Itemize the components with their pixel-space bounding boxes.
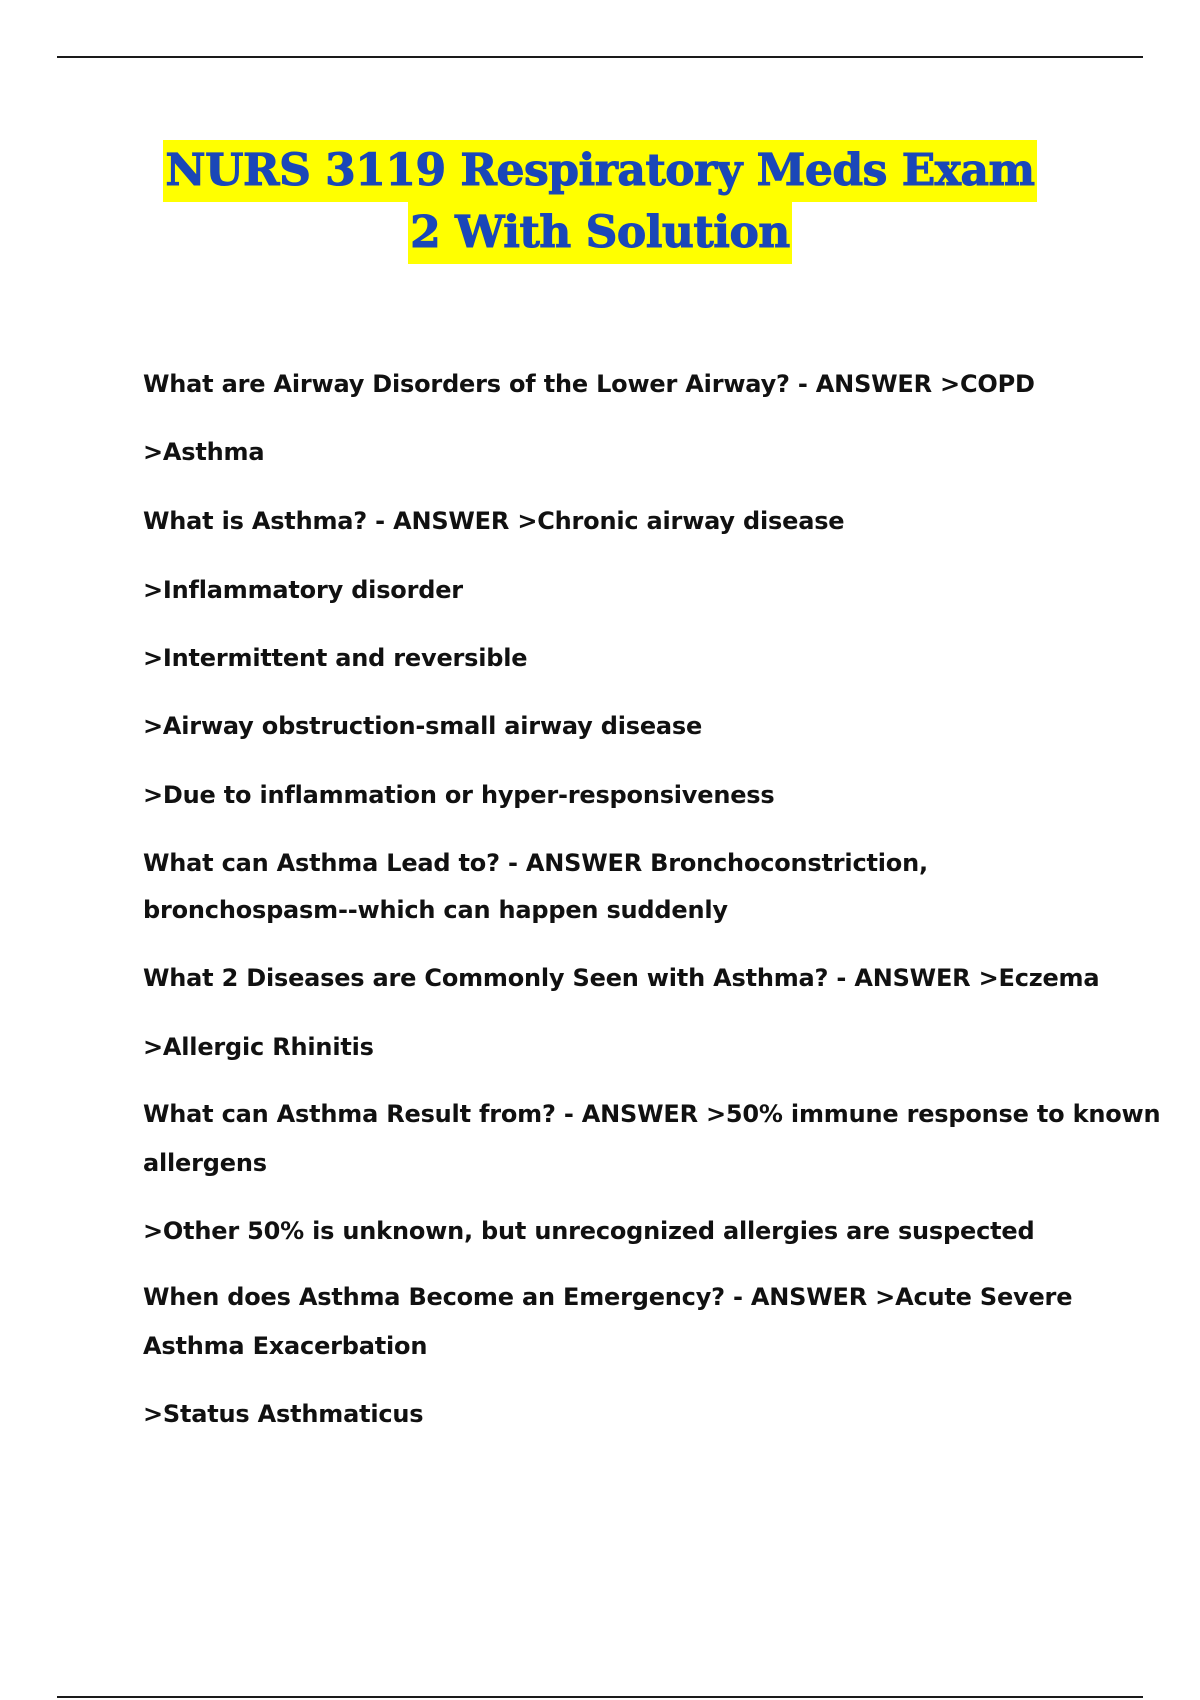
header-rule [57,56,1143,58]
answer-line: >Asthma [143,438,265,466]
question-two-diseases: What 2 Diseases are Commonly Seen with Asthma? - ANSWER >Eczema [143,964,1100,992]
answer-continuation: bronchospasm--which can happen suddenly [143,896,728,924]
answer-line: >Inflammatory disorder [143,576,463,604]
question-what-is-asthma: What is Asthma? - ANSWER >Chronic airway disease [143,507,845,535]
answer-line: >Intermittent and reversible [143,644,528,672]
title-line-2: 2 With Solution [408,202,792,264]
answer-line: >Other 50% is unknown, but unrecognized allergies are suspected [143,1217,1035,1245]
question-lower-airway: What are Airway Disorders of the Lower Airway? - ANSWER >COPD [143,370,1035,398]
question-asthma-result-from: What can Asthma Result from? - ANSWER >50% immune response to known [143,1100,1161,1128]
document-title [0,140,1200,264]
footer-rule [57,1696,1143,1698]
question-asthma-emergency: When does Asthma Become an Emergency? - ANSWER >Acute Severe [143,1283,1073,1311]
question-asthma-lead-to: What can Asthma Lead to? - ANSWER Bronchoconstriction, [143,849,928,877]
answer-line: >Status Asthmaticus [143,1400,424,1428]
answer-line: >Allergic Rhinitis [143,1033,374,1061]
title-line-1: NURS 3119 Respiratory Meds Exam [163,140,1036,202]
answer-continuation: Asthma Exacerbation [143,1332,428,1360]
answer-line: >Airway obstruction-small airway disease [143,712,703,740]
answer-line: >Due to inflammation or hyper-responsiveness [143,781,775,809]
answer-continuation: allergens [143,1149,267,1177]
